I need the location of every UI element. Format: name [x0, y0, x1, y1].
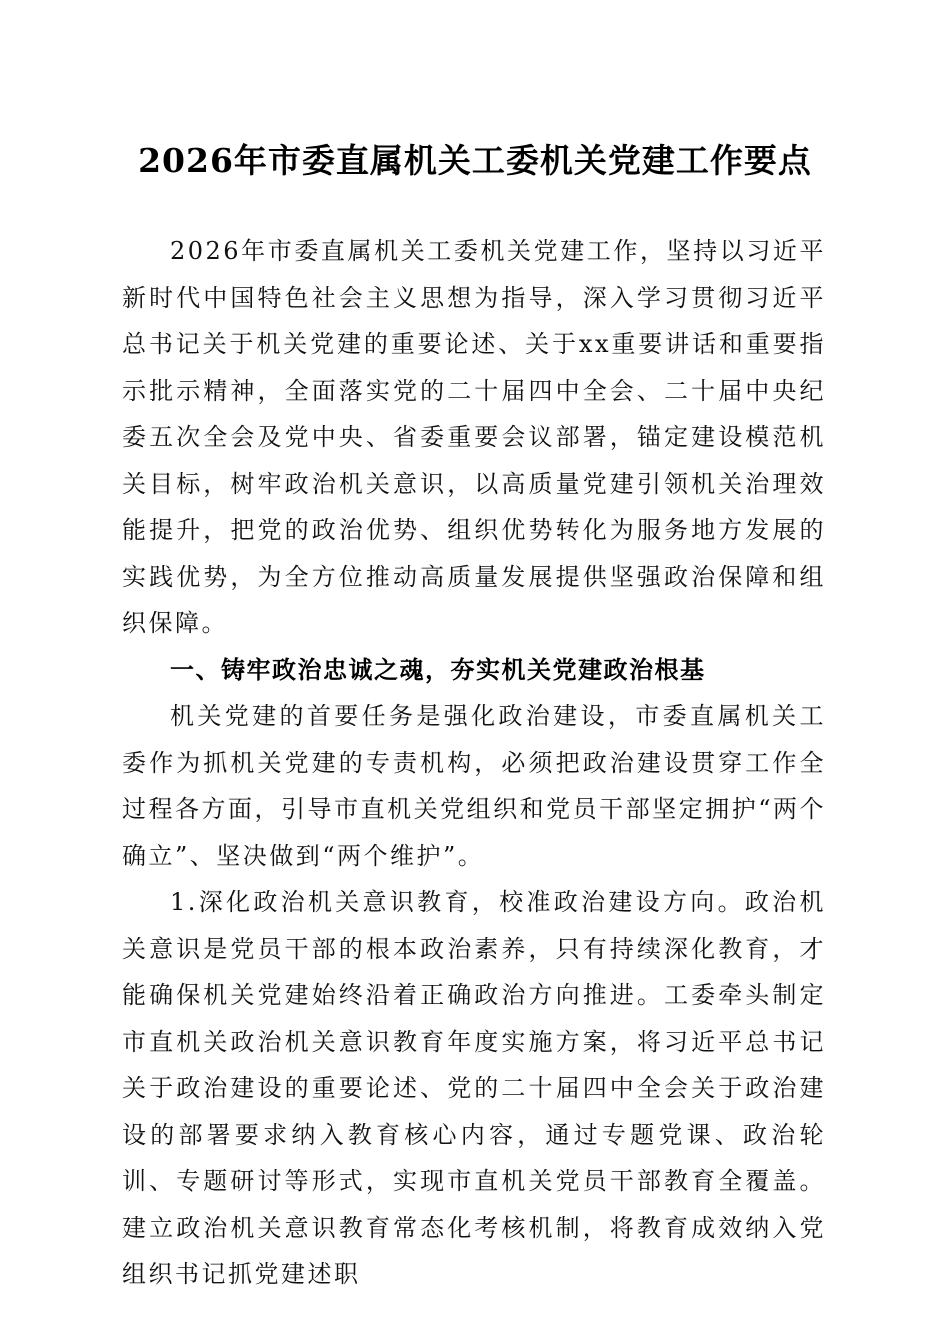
intro-paragraph: 2026年市委直属机关工委机关党建工作，坚持以习近平新时代中国特色社会主义思想为指导，深入学习贯彻习近平总书记关于机关党建的重要论述、关于xx重要讲话和重要指示批示精神，全面落实党的二十届四中全会、二十届中央纪委五次全会及党中央、省委重要会议部署，锚定建设模范机关目标，树牢政治机关意识，以高质量党建引领机关治理效能提升，把党的政治优势、组织优势转化为服务地方发展的实践优势，为全方位推动高质量发展提供坚强政治保障和组织保障。 [122, 237, 826, 637]
document-body [122, 228, 826, 1298]
document-title: 2026年市委直属机关工委机关党建工作要点 [138, 141, 812, 180]
section-1-paragraph: 机关党建的首要任务是强化政治建设，市委直属机关工委作为抓机关党建的专责机构，必须把政治建设贯穿工作全过程各方面，引导市直机关党组织和党员干部坚定拥护“两个确立”、坚决做到“两个维护”。 [122, 702, 826, 870]
item-1-paragraph: 1.深化政治机关意识教育，校准政治建设方向。政治机关意识是党员干部的根本政治素养，只有持续深化教育，才能确保机关党建始终沿着正确政治方向推进。工委牵头制定市直机关政治机关意识教育年度实施方案，将习近平总书记关于政治建设的重要论述、党的二十届四中全会关于政治建设的部署要求纳入教育核心内容，通过专题党课、政治轮训、专题研讨等形式，实现市直机关党员干部教育全覆盖。建立政治机关意识教育常态化考核机制，将教育成效纳入党组织书记抓党建述职 [122, 888, 826, 1288]
section-1-heading: 一、铸牢政治忠诚之魂，夯实机关党建政治根基 [170, 655, 706, 684]
